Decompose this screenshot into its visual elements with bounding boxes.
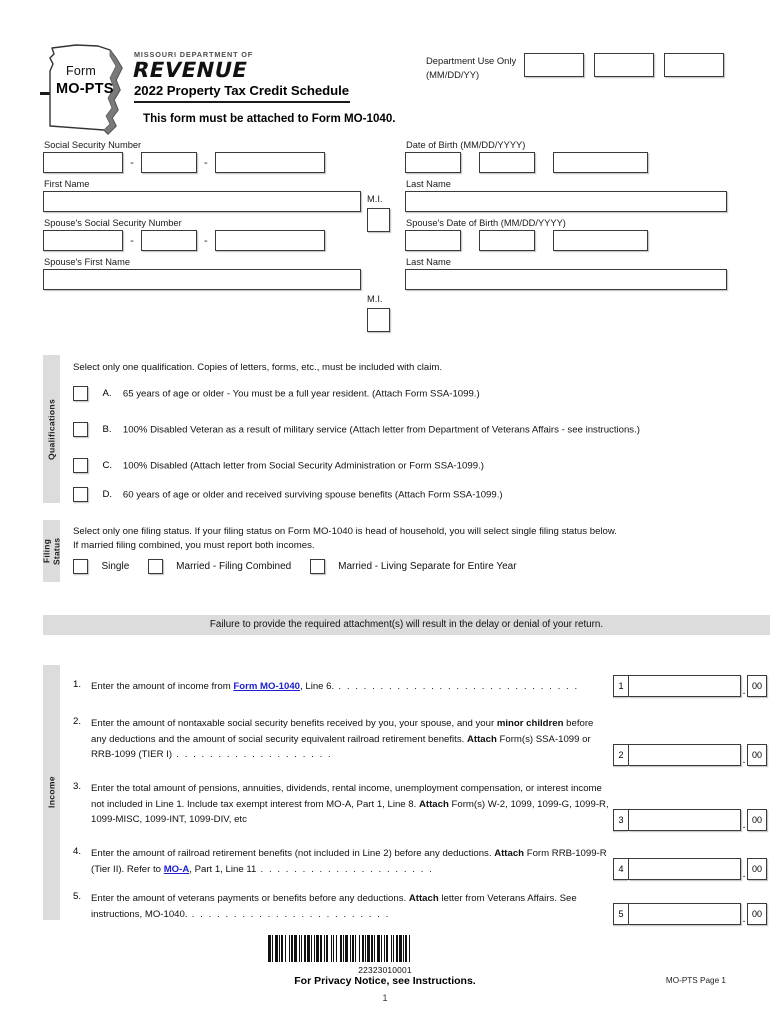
barcode-image [268,935,502,962]
ssn-dash-2: - [204,156,208,169]
qualification-text-d: 60 years of age or older and received surviving spouse benefits (Attach Form SSA-1099.) [122,489,503,501]
spouse-dob-year-field[interactable] [553,230,648,251]
spouse-last-name-label: Last Name [406,257,451,267]
income-line-1-value-field[interactable] [628,675,741,697]
filing-status-section [43,520,770,582]
leader-dots: . . . . . . . . . . . . . . . . . . . . . . . . . . . . . [334,681,579,692]
title-rule-divider [134,101,350,103]
income-line-2-decimal: . [742,754,746,766]
dob-month-field[interactable] [405,152,461,173]
department-use-title: Department Use Only [426,55,517,66]
barcode-bar [410,935,413,962]
department-use-field-3[interactable] [664,53,724,77]
body-text: , Line 6. [300,681,335,692]
body-text: , Part 1, Line 11 [189,863,257,875]
department-use-label [426,54,516,82]
filing-status-intro-line1: Select only one filing status. If your filing status on Form MO-1040 is head of household, you will select single filing status below. [73,526,617,537]
first-name-row [43,191,383,215]
taxpayer-identity-block [0,140,770,332]
mi-field[interactable] [367,208,390,232]
emphasis-text: Attach [494,848,525,859]
income-line-2-text [91,716,611,763]
body-text: letter from Veterans Affairs. See instructions, MO-1040. [91,893,577,920]
filing-status-checkbox-married-combined[interactable] [148,559,163,574]
dob-row [405,152,730,176]
income-line-4-number: 4. [73,846,82,857]
attachment-warning-banner: Failure to provide the required attachment(s) will result in the delay or denial of your return. [43,615,770,635]
body-text: Enter the amount of railroad retirement benefits (not included in Line 2) before any deductions. [91,848,495,859]
income-line-1-text [91,679,611,695]
income-line-3-amount[interactable] [613,809,767,831]
qualification-text-b: 100% Disabled Veteran as a result of military service (Attach letter from Department of Veterans Affairs - see instructions.) [122,424,640,436]
emphasis-text: Attach [408,893,439,904]
form-word-label: Form [66,64,96,78]
filing-status-checkbox-married-separate[interactable] [310,559,325,574]
filing-status-checkbox-single[interactable] [73,559,88,574]
department-use-field-2[interactable] [594,53,654,77]
qualification-option-a[interactable] [73,385,480,415]
income-tab-label: Income [43,665,60,920]
income-line-1-cents: 00 [747,675,767,697]
income-line-2-box-number: 2 [613,744,628,766]
income-line-5-cents: 00 [747,903,767,925]
income-line-3-value-field[interactable] [628,809,741,831]
income-line-5-value-field[interactable] [628,903,741,925]
body-text: Form(s) SSA-1099 or RRB-1099 (TIER I) [91,733,591,760]
ssn-label: Social Security Number [44,140,142,150]
qualification-letter-d: D. [102,489,113,501]
spouse-dob-month-field[interactable] [405,230,461,251]
revenue-logo [130,58,250,82]
income-line-1-amount[interactable] [613,675,767,697]
income-line-1-number: 1. [73,679,82,690]
income-line-5-amount[interactable] [613,903,767,925]
filing-status-option-married-separate[interactable] [310,558,517,576]
income-line-4-text [91,846,611,877]
income-line-3-number: 3. [73,781,82,792]
page-identifier: MO-PTS Page 1 [665,976,726,985]
identity-left-column [43,140,383,296]
qualification-checkbox-c[interactable] [73,458,88,473]
income-line-5-text [91,891,611,922]
body-text: Form(s) W-2, 1099, 1099-G, 1099-R, 1099-MISC, 1099-INT, 1099-DIV, etc [91,798,609,825]
filing-status-label-married-separate: Married - Living Separate for Entire Year [338,561,517,573]
qualification-checkbox-a[interactable] [73,386,88,401]
filing-status-option-single[interactable] [73,558,129,576]
income-line-4-value-field[interactable] [628,858,741,880]
first-name-label: First Name [44,179,90,189]
filing-status-label-single: Single [101,561,130,573]
dob-label: Date of Birth (MM/DD/YYYY) [406,140,526,150]
spouse-dob-row [405,230,730,254]
spouse-first-name-row [43,269,383,293]
spouse-ssn-label: Spouse's Social Security Number [44,218,182,228]
income-section [43,665,770,925]
qualification-text-a: 65 years of age or older - You must be a full year resident. (Attach Form SSA-1099.) [122,388,480,400]
page-number: 1 [382,993,388,1003]
emphasis-text: Attach [466,733,497,745]
spouse-dob-label: Spouse's Date of Birth (MM/DD/YYYY) [406,218,566,228]
body-text: Form RRB-1099-R (Tier II). Refer to [91,848,607,875]
body-text: Enter the total amount of pensions, annuities, dividends, rental income, unemployment compensation, or interest income not included in Line 1. Include tax exempt interest from MO-A, Part 1, Line 8. [91,783,602,810]
privacy-notice: For Privacy Notice, see Instructions. [294,975,476,987]
filing-status-intro [73,525,617,552]
income-line-5-box-number: 5 [613,903,628,925]
income-line-3-decimal: . [742,819,746,831]
spouse-ssn-field-part2[interactable] [141,230,197,251]
income-line-4-amount[interactable] [613,858,767,880]
body-text: before any deductions and the amount of social security equivalent railroad retirement benefits. [91,718,594,745]
attach-notice: This form must be attached to Form MO-1040. [143,112,396,125]
qualification-option-b[interactable] [73,421,640,451]
leader-dots: . . . . . . . . . . . . . . . . . . . . . . . . [187,908,390,920]
qualification-option-c[interactable] [73,457,484,487]
form-reference-link[interactable]: MO-A [163,863,190,875]
filing-status-options [73,558,531,576]
first-name-field[interactable] [43,191,361,212]
identity-right-column [405,140,730,296]
spouse-first-name-label: Spouse's First Name [44,257,130,267]
income-line-4-decimal: . [742,868,746,880]
ssn-field-part2[interactable] [141,152,197,173]
qualification-checkbox-d[interactable] [73,487,88,502]
income-line-3-cents: 00 [747,809,767,831]
body-text: Enter the amount of veterans payments or benefits before any deductions. [91,893,409,904]
income-line-2-number: 2. [73,716,82,727]
agency-subtitle: MISSOURI DEPARTMENT OF [134,50,254,59]
qualification-checkbox-b[interactable] [73,422,88,437]
mi-label: M.I. [367,194,383,204]
income-line-2-value-field[interactable] [628,744,741,766]
income-line-1-box-number: 1 [613,675,628,697]
last-name-label: Last Name [406,179,451,189]
income-line-1-decimal: . [742,685,746,697]
form-header [0,0,770,140]
income-line-4-cents: 00 [747,858,767,880]
ssn-field-part1[interactable] [43,152,123,173]
income-line-4-box-number: 4 [613,858,628,880]
last-name-field[interactable] [405,191,727,212]
body-text: Enter the amount of income from [91,681,234,692]
income-line-3-box-number: 3 [613,809,628,831]
department-use-format: (MM/DD/YY) [426,69,480,80]
dob-year-field[interactable] [553,152,648,173]
spouse-ssn-field-part1[interactable] [43,230,123,251]
form-reference-link[interactable]: Form MO-1040 [233,681,301,692]
leader-dots: . . . . . . . . . . . . . . . . . . . . . [256,863,434,875]
income-line-5-decimal: . [742,913,746,925]
filing-status-intro-line2: If married filing combined, you must report both incomes. [73,539,315,551]
qualification-letter-a: A. [102,388,112,400]
qualifications-intro: Select only one qualification. Copies of letters, forms, etc., must be included with claim. [73,362,442,373]
filing-status-label-married-combined: Married - Filing Combined [176,561,292,573]
revenue-logo-text: REVENUE [130,58,250,82]
filing-status-option-married-combined[interactable] [148,558,292,576]
spouse-ssn-dash-1: - [130,234,134,247]
income-line-3-text [91,781,611,828]
spouse-ssn-field-part3[interactable] [215,230,325,251]
spouse-last-name-field[interactable] [405,269,727,290]
leader-dots: . . . . . . . . . . . . . . . . . . . [172,749,333,760]
last-name-row [405,191,730,215]
barcode-number: 22323010001 [358,965,412,975]
income-line-5-number: 5. [73,891,82,902]
filing-status-tab-label: Filing Status [43,520,60,582]
ssn-dash-1: - [130,156,134,169]
department-use-field-1[interactable] [524,53,584,77]
spouse-ssn-row [43,230,383,254]
page-title: 2022 Property Tax Credit Schedule [134,83,350,98]
qualification-text-c: 100% Disabled (Attach letter from Social Security Administration or Form SSA-1099.) [122,460,484,472]
emphasis-text: minor children [496,718,564,729]
spouse-first-name-field[interactable] [43,269,361,290]
ssn-field-part3[interactable] [215,152,325,173]
spouse-dob-day-field[interactable] [479,230,535,251]
qualifications-tab-label: Qualifications [43,355,60,503]
income-line-2-amount[interactable] [613,744,767,766]
emphasis-text: Attach [418,798,449,810]
spouse-mi-field[interactable] [367,308,390,332]
ssn-row [43,152,383,176]
form-id-label: MO-PTS [56,81,114,97]
dob-day-field[interactable] [479,152,535,173]
qualification-option-d[interactable] [73,486,503,516]
qualification-letter-b: B. [102,424,112,436]
income-line-2-cents: 00 [747,744,767,766]
spouse-ssn-dash-2: - [204,234,208,247]
qualification-letter-c: C. [102,460,113,472]
body-text: Enter the amount of nontaxable social security benefits received by you, your spouse, and your [91,718,497,729]
spouse-last-name-row [405,269,730,293]
spouse-mi-label: M.I. [367,294,383,304]
